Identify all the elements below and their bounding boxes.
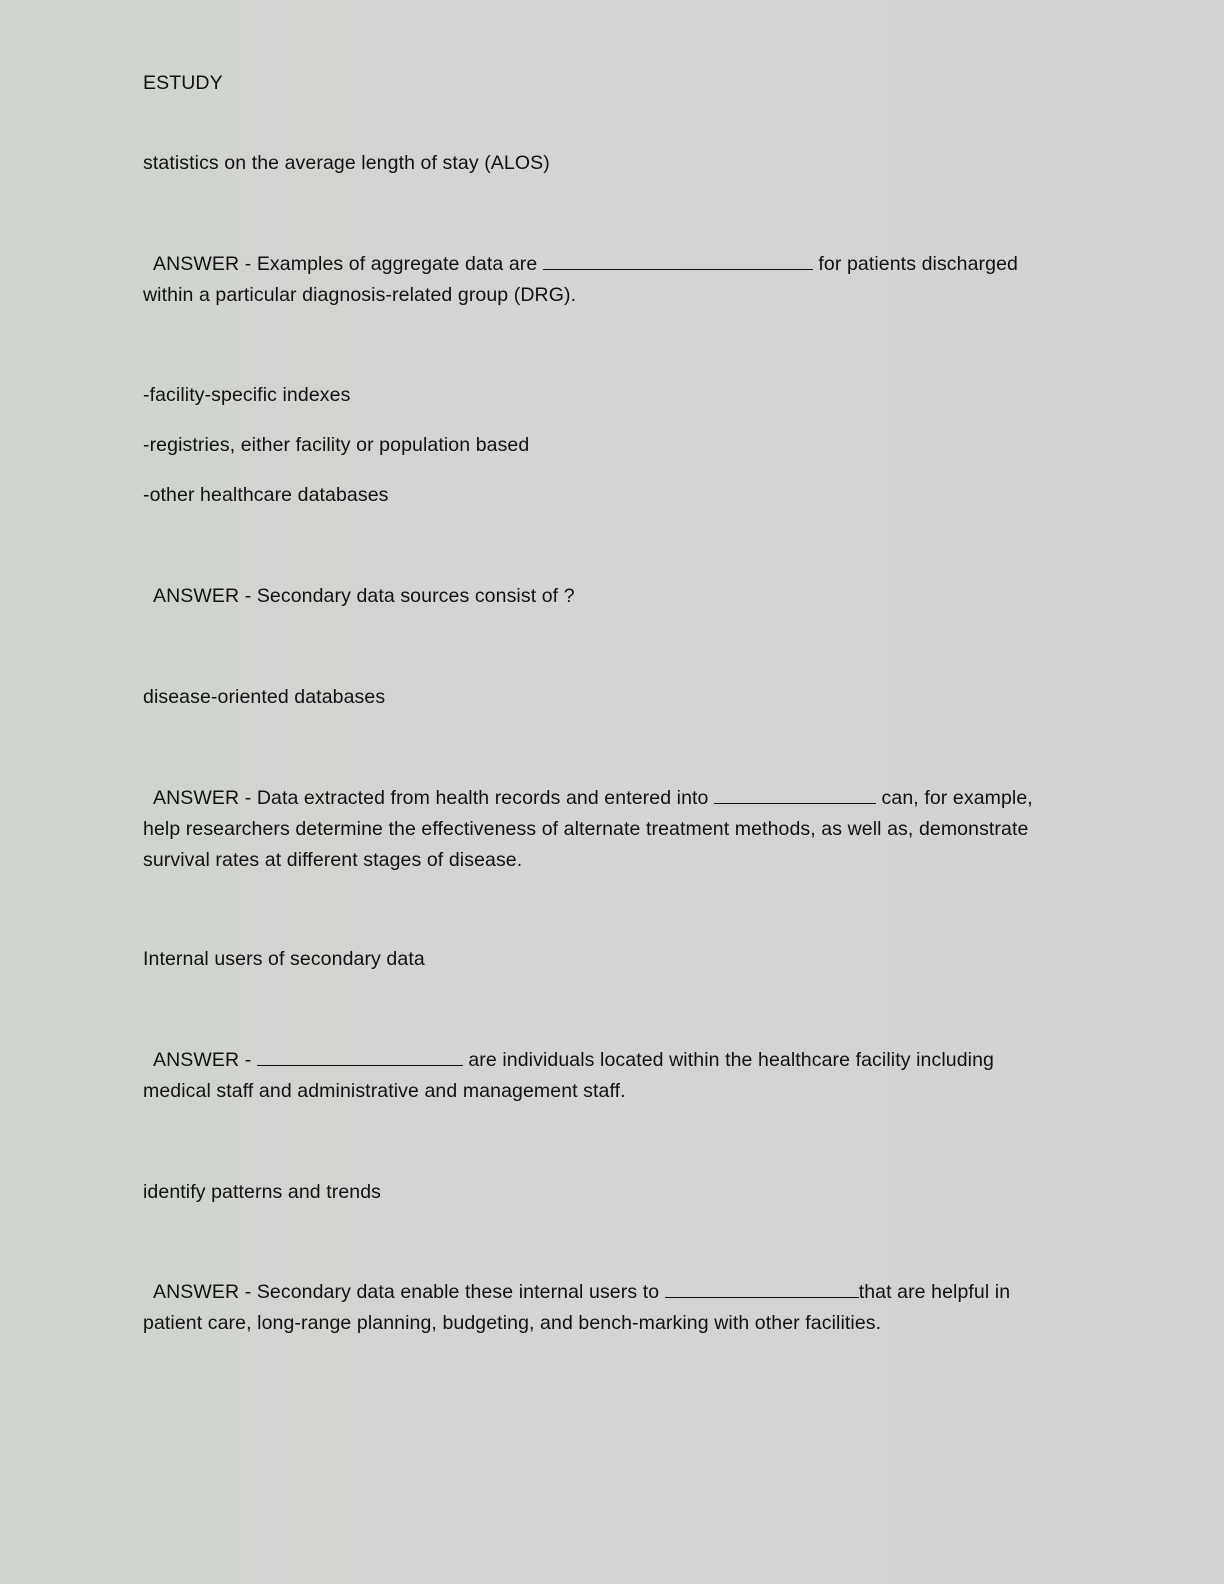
card-3-answer-line-2: help researchers determine the effectiveness of alternate treatment methods, as well as, demonstrate xyxy=(143,818,1029,840)
card-3-term: disease-oriented databases xyxy=(143,686,386,708)
card-5-answer-blank xyxy=(665,1279,859,1298)
card-3-answer xyxy=(143,783,1033,814)
card-4-answer-suffix: are individuals located within the healthcare facility including xyxy=(462,1049,994,1071)
card-5-term: identify patterns and trends xyxy=(143,1181,382,1203)
card-5-answer xyxy=(143,1277,1010,1308)
card-1-term: statistics on the average length of stay (ALOS) xyxy=(143,152,550,174)
card-1-answer-prefix: ANSWER - Examples of aggregate data are xyxy=(153,253,543,275)
card-1-answer xyxy=(143,249,1018,280)
card-2-answer: ANSWER - Secondary data sources consist of ? xyxy=(153,585,575,607)
card-1-answer-blank xyxy=(543,251,813,270)
card-3-answer-suffix: can, for example, xyxy=(876,787,1033,809)
card-4-answer-line-2: medical staff and administrative and management staff. xyxy=(143,1080,626,1102)
card-2-term-line-1: -facility-specific indexes xyxy=(143,384,351,406)
card-4-term: Internal users of secondary data xyxy=(143,948,425,970)
card-2-term-line-3: -other healthcare databases xyxy=(143,484,389,506)
card-5-answer-line-2: patient care, long-range planning, budgeting, and bench-marking with other facilities. xyxy=(143,1312,882,1334)
card-3-answer-prefix: ANSWER - Data extracted from health records and entered into xyxy=(153,787,715,809)
card-3-answer-blank xyxy=(714,785,876,804)
card-2-term-line-2: -registries, either facility or population based xyxy=(143,434,530,456)
card-1-answer-suffix: for patients discharged xyxy=(812,253,1018,275)
document-header: ESTUDY xyxy=(143,72,223,94)
card-4-answer xyxy=(143,1045,994,1076)
card-1-answer-line-2: within a particular diagnosis-related group (DRG). xyxy=(143,284,577,306)
card-5-answer-prefix: ANSWER - Secondary data enable these internal users to xyxy=(153,1281,665,1303)
card-4-answer-blank xyxy=(257,1047,463,1066)
card-4-answer-prefix: ANSWER - xyxy=(153,1049,257,1071)
card-5-answer-suffix: that are helpful in xyxy=(858,1281,1011,1303)
card-3-answer-line-3: survival rates at different stages of disease. xyxy=(143,849,523,871)
